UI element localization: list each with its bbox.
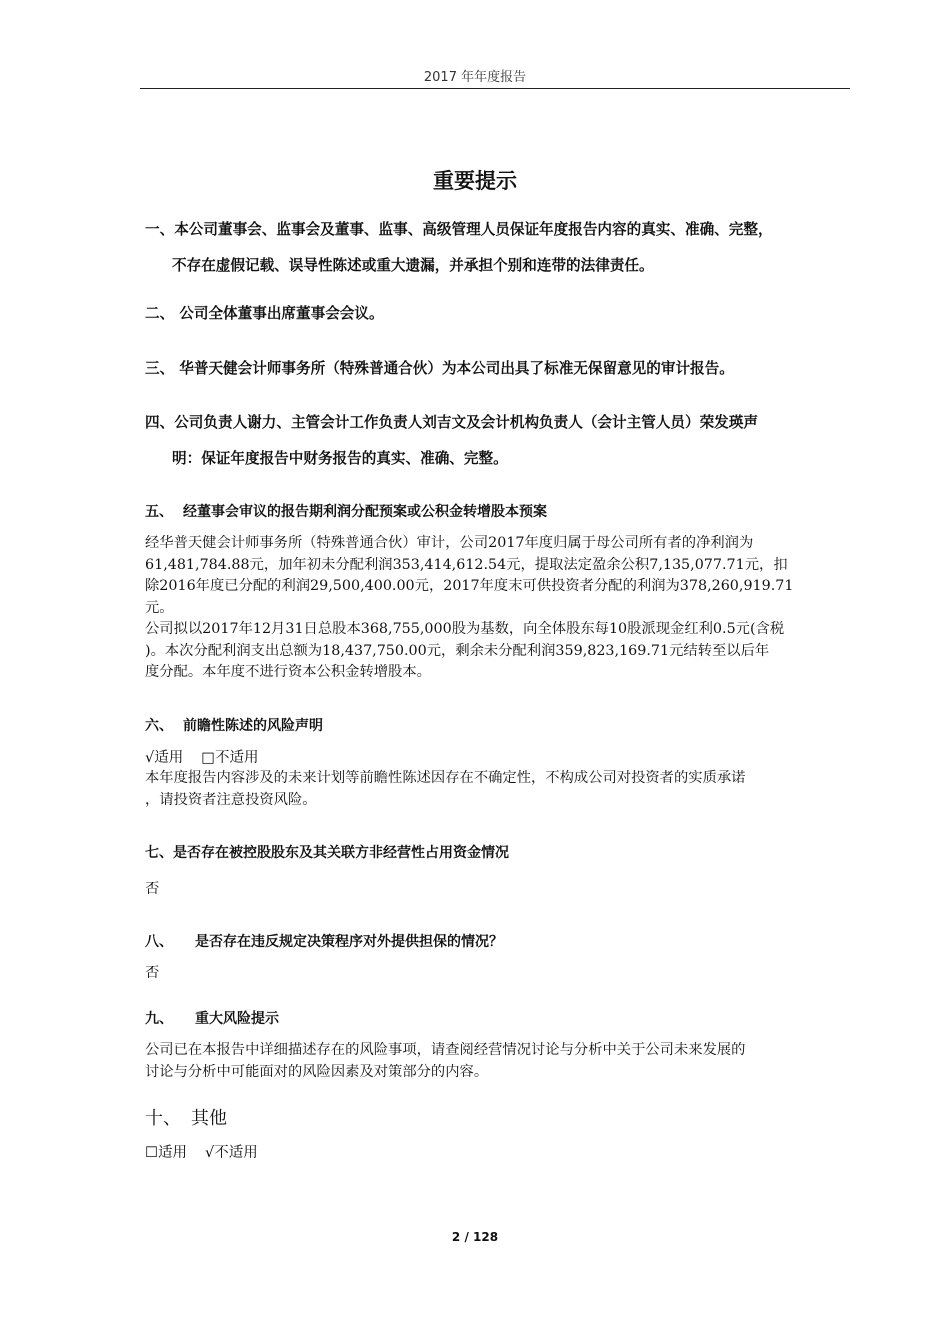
section-5-line: )。本次分配利润支出总额为18,437,750.00元，剩余未分配利润359,823,169.71元结转至以后年	[145, 642, 770, 659]
section-5-number: 五、	[145, 504, 173, 520]
section-5-line: 61,481,784.88元，加年初未分配利润353,414,612.54元，提取法定盈余公积7,135,077.71元，扣	[145, 556, 788, 573]
page-number: 2 / 128	[451, 1230, 499, 1244]
section-5-line: 经华普天健会计师事务所（特殊普通合伙）审计，公司2017年度归属于母公司所有者的净利润为	[145, 535, 754, 551]
section-8-heading	[145, 931, 855, 951]
notice-item-1	[145, 212, 855, 284]
section-9-heading	[145, 1008, 855, 1028]
section-8-answer: 否	[145, 965, 160, 981]
section-9-number: 九、	[145, 1011, 173, 1027]
section-7-heading: 七、是否存在被控股股东及其关联方非经营性占用资金情况	[145, 845, 509, 861]
section-10-title: 其他	[191, 1108, 227, 1129]
option-not-applicable-checked: √不适用	[205, 1145, 258, 1161]
notice-item-1-line-2: 不存在虚假记载、误导性陈述或重大遗漏，并承担个别和连带的法律责任。	[172, 257, 654, 274]
section-8-number: 八、	[145, 934, 173, 950]
notice-item-4	[145, 405, 855, 477]
section-5-line: 度分配。本年度不进行资本公积金转增股本。	[145, 664, 431, 680]
notice-item-3-line-1: 三、 华普天健会计师事务所（特殊普通合伙）为本公司出具了标准无保留意见的审计报告。	[145, 360, 734, 377]
section-6-line: ，请投资者注意投资风险。	[145, 791, 317, 808]
section-5-line: 元。	[145, 599, 174, 616]
section-6-options	[145, 746, 276, 767]
option-applicable-unchecked: ☐适用	[145, 1145, 187, 1161]
section-9-line: 讨论与分析中可能面对的风险因素及对策部分的内容。	[145, 1063, 489, 1080]
section-5-line: 除2016年度已分配的利润29,500,400.00元，2017年度末可供投资者分配的利润为378,260,919.71	[145, 578, 794, 594]
section-6-heading	[145, 715, 855, 735]
header-divider	[140, 88, 850, 89]
section-6-number: 六、	[145, 718, 173, 734]
section-5-title: 经董事会审议的报告期利润分配预案或公积金转增股本预案	[183, 504, 547, 520]
section-7-answer: 否	[145, 881, 160, 897]
section-10-number: 十、	[145, 1108, 181, 1129]
section-9-title: 重大风险提示	[195, 1011, 279, 1027]
section-6-body	[145, 768, 857, 811]
section-5-body	[145, 533, 857, 684]
notice-item-4-line-1: 四、公司负责人谢力、主管会计工作负责人刘吉文及会计机构负责人（会计主管人员）荣发瑛声	[145, 414, 758, 431]
section-8-title: 是否存在违反规定决策程序对外提供担保的情况？	[195, 934, 503, 950]
option-applicable-checked: √适用	[145, 750, 184, 766]
running-header: 2017 年年度报告	[423, 70, 527, 85]
notice-item-2	[145, 296, 855, 332]
page-title: 重要提示	[433, 169, 517, 193]
notice-item-3	[145, 351, 855, 387]
section-6-title: 前瞻性陈述的风险声明	[183, 718, 323, 734]
section-9-body	[145, 1040, 857, 1083]
notice-item-4-line-2: 明：保证年度报告中财务报告的真实、准确、完整。	[172, 450, 508, 467]
section-9-line: 公司已在本报告中详细描述存在的风险事项，请查阅经营情况讨论与分析中关于公司未来发展的	[145, 1042, 746, 1058]
section-10-options	[145, 1141, 276, 1162]
section-10-heading	[145, 1104, 855, 1130]
section-5-heading	[145, 501, 855, 521]
notice-item-1-line-1: 一、本公司董事会、监事会及董事、监事、高级管理人员保证年度报告内容的真实、准确、完整，	[145, 221, 773, 238]
section-5-line: 公司拟以2017年12月31日总股本368,755,000股为基数，向全体股东每10股派现金红利0.5元(含税	[145, 621, 785, 637]
notice-item-2-line-1: 二、 公司全体董事出席董事会会议。	[145, 305, 384, 322]
option-not-applicable-unchecked: □不适用	[201, 750, 259, 766]
section-6-line: 本年度报告内容涉及的未来计划等前瞻性陈述因存在不确定性，不构成公司对投资者的实质承诺	[145, 770, 746, 786]
